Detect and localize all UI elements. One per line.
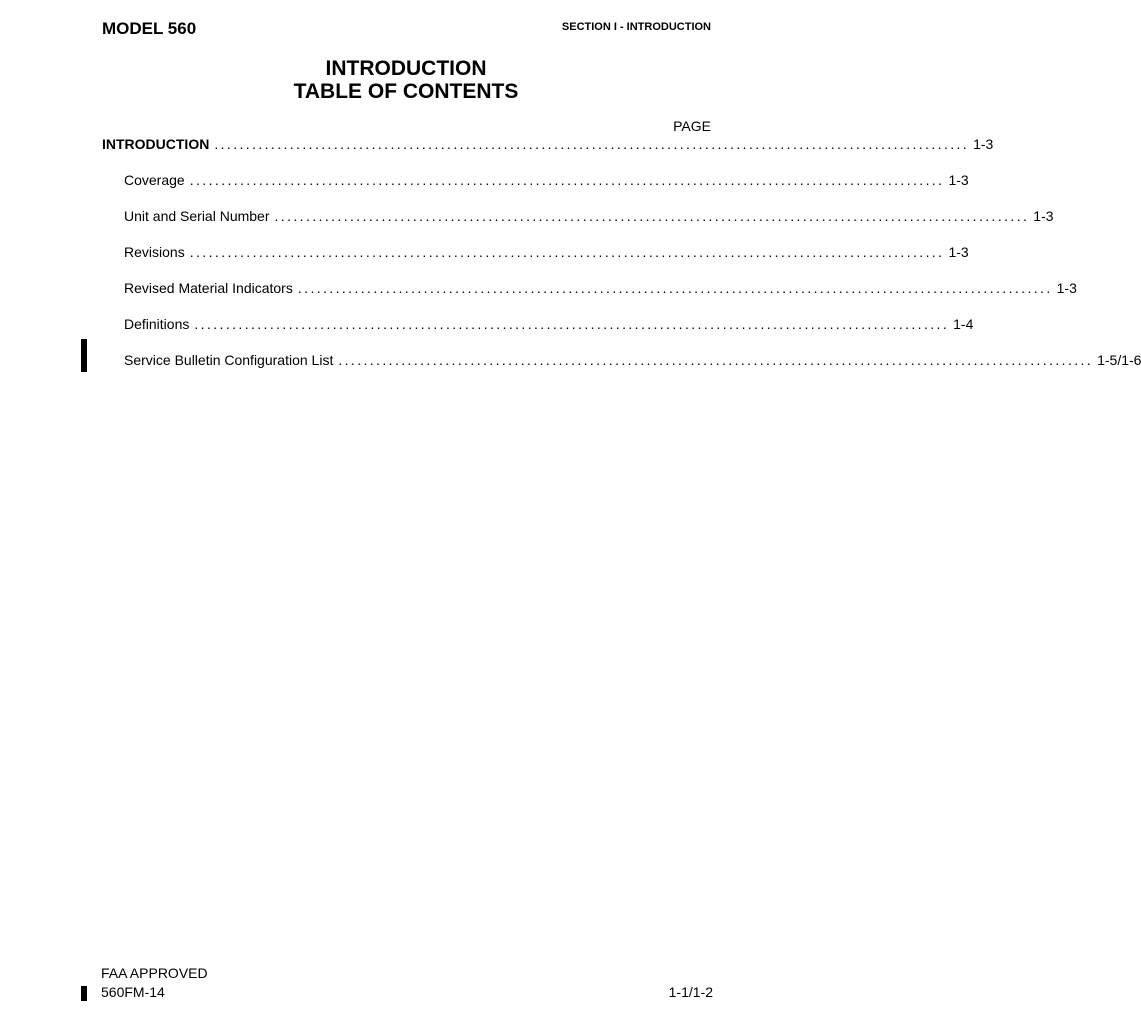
toc-entry-page: 1-3: [948, 244, 969, 260]
toc-entry-service-bulletin-configuration-list[interactable]: [124, 352, 1141, 369]
revision-change-bar: [81, 339, 87, 372]
toc-entry-label: INTRODUCTION: [102, 136, 210, 152]
toc-entry-label: Coverage: [124, 172, 185, 188]
section-heading: SECTION I - INTRODUCTION: [561, 21, 711, 33]
toc-entry-revised-material-indicators[interactable]: [124, 280, 1077, 297]
toc-entry-revisions[interactable]: [124, 244, 969, 261]
dot-leader: ........................................................................................................................: [189, 244, 945, 260]
toc-entry-definitions[interactable]: [124, 316, 974, 333]
toc-entry-introduction[interactable]: [102, 136, 994, 153]
document-number: 560FM-14: [101, 984, 165, 1000]
dot-leader: ........................................................................................................................: [214, 136, 970, 152]
toc-entry-page: 1-4: [953, 316, 974, 332]
dot-leader: ........................................................................................................................: [274, 208, 1030, 224]
page-subtitle: TABLE OF CONTENTS: [293, 80, 519, 103]
toc-entry-page: 1-3: [973, 136, 994, 152]
footer-change-bar: [81, 986, 87, 1001]
page-number: 1-1/1-2: [668, 984, 713, 1000]
dot-leader: ........................................................................................................................: [297, 280, 1053, 296]
faa-approved-label: FAA APPROVED: [101, 965, 208, 981]
toc-entry-label: Revisions: [124, 244, 185, 260]
toc-entry-label: Definitions: [124, 316, 190, 332]
dot-leader: ........................................................................................................................: [194, 316, 950, 332]
toc-entry-label: Unit and Serial Number: [124, 208, 270, 224]
page-column-heading: PAGE: [673, 118, 711, 134]
toc-entry-page: 1-5/1-6: [1097, 352, 1141, 368]
model-heading: MODEL 560: [102, 19, 197, 38]
dot-leader: ........................................................................................................................: [189, 172, 945, 188]
toc-entry-label: Service Bulletin Configuration List: [124, 352, 334, 368]
toc-entry-unit-serial-number[interactable]: [124, 208, 1054, 225]
toc-entry-coverage[interactable]: [124, 172, 969, 189]
toc-entry-page: 1-3: [1056, 280, 1077, 296]
page-title: INTRODUCTION: [325, 57, 487, 80]
toc-entry-page: 1-3: [1033, 208, 1054, 224]
dot-leader: ........................................................................................................................: [338, 352, 1094, 368]
toc-entry-page: 1-3: [948, 172, 969, 188]
toc-entry-label: Revised Material Indicators: [124, 280, 293, 296]
